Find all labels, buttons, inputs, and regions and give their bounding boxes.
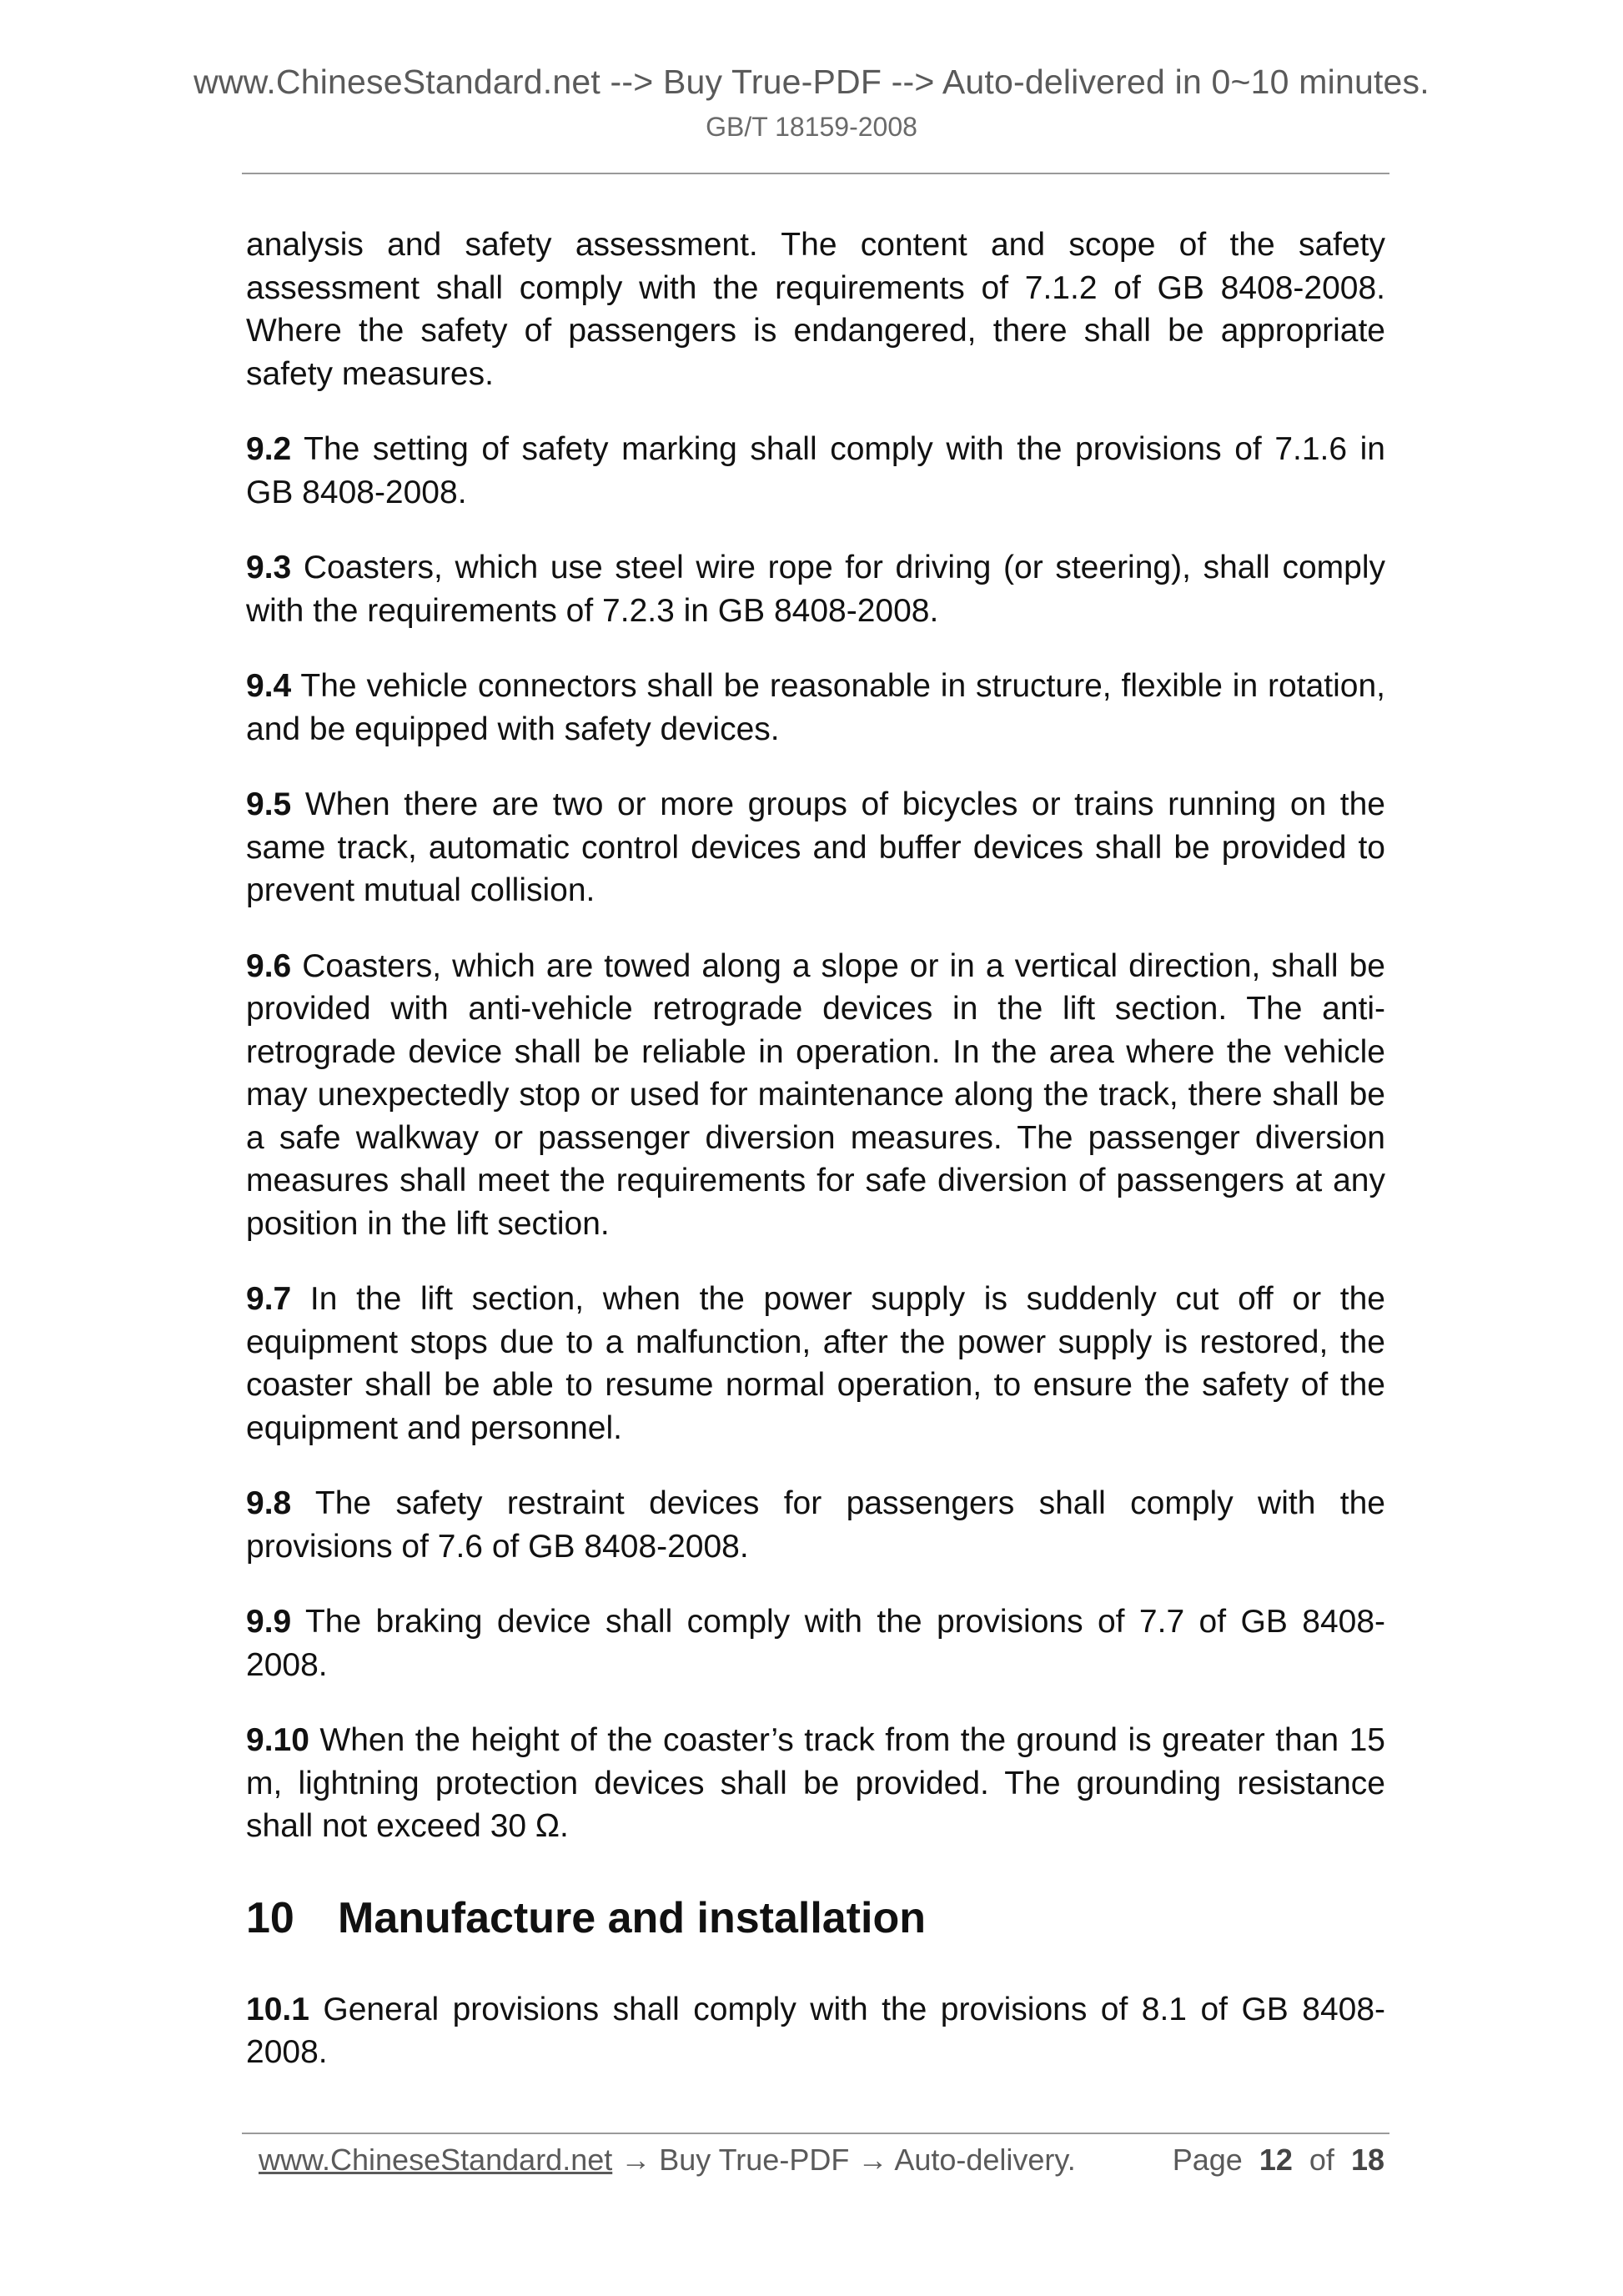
section-number: 10 (246, 1893, 294, 1942)
clause-9-5 (246, 783, 1385, 912)
clause-number: 9.10 (246, 1722, 309, 1758)
standard-code: GB/T 18159-2008 (706, 112, 917, 142)
header-link-line[interactable]: www.ChineseStandard.net --> Buy True-PDF --> Auto-delivered in 0~10 minutes. (193, 63, 1430, 101)
document-body (246, 224, 1385, 2107)
page-word: Page (1172, 2143, 1243, 2177)
clause-text: The vehicle connectors shall be reasonable in structure, flexible in rotation, and be equipped with safety devices. (246, 668, 1385, 747)
clause-9-8 (246, 1482, 1385, 1568)
footer-divider (242, 2133, 1389, 2134)
header-divider (242, 173, 1389, 174)
section-title: Manufacture and installation (338, 1893, 926, 1942)
clause-text: The braking device shall comply with the provisions of 7.7 of GB 8408-2008. (246, 1604, 1385, 1683)
clause-text: Coasters, which use steel wire rope for driving (or steering), shall comply with the requirements of 7.2.3 in GB 8408-2008. (246, 550, 1385, 629)
clause-number: 9.8 (246, 1485, 292, 1521)
clause-text: The safety restraint devices for passengers shall comply with the provisions of 7.6 of GB 8408-2008. (246, 1485, 1385, 1565)
clause-9-3 (246, 546, 1385, 632)
page-indicator (1173, 2137, 1384, 2183)
clause-10-1 (246, 1988, 1385, 2074)
clause-9-10 (246, 1719, 1385, 1848)
page-footer (259, 2137, 1384, 2183)
intro-paragraph: analysis and safety assessment. The content and scope of the safety assessment shall comply with the requirements of 7.1.2 of GB 8408-2008. Where the safety of passengers is endangered, there shall be appropriate safety measures. (246, 227, 1385, 392)
clause-text: When the height of the coaster’s track from the ground is greater than 15 m, lightning protection devices shall be provided. The grounding resistance shall not exceed 30 Ω. (246, 1722, 1385, 1844)
clause-9-2 (246, 428, 1385, 514)
clause-number: 9.6 (246, 947, 292, 984)
of-word: of (1309, 2143, 1334, 2177)
clause-9-9 (246, 1600, 1385, 1686)
section-heading (246, 1892, 1385, 1945)
clause-text: In the lift section, when the power supply is suddenly cut off or the equipment stops due to a malfunction, after the power supply is restored, the coaster shall be able to resume normal operation, to ensure the safety of the equipment and personnel. (246, 1281, 1385, 1446)
clause-text: Coasters, which are towed along a slope or in a vertical direction, shall be provided with anti-vehicle retrograde devices in the lift section. The anti-retrograde device shall be reliable in operation. In the area where the vehicle may unexpectedly stop or used for maintenance along the track, there shall be a safe walkway or passenger diversion measures. The passenger diversion measures shall meet the requirements for safe diversion of passengers at any position in the lift section. (246, 947, 1385, 1242)
total-pages: 18 (1350, 2143, 1384, 2177)
page-header (0, 60, 1623, 145)
footer-links (259, 2137, 1076, 2183)
clause-text: General provisions shall comply with the provisions of 8.1 of GB 8408-2008. (246, 1991, 1385, 2070)
clause-number: 10.1 (246, 1991, 309, 2027)
clause-text: The setting of safety marking shall comply with the provisions of 7.1.6 in GB 8408-2008. (246, 431, 1385, 510)
clause-number: 9.9 (246, 1604, 292, 1640)
footer-site-link[interactable]: www.ChineseStandard.net (259, 2143, 613, 2177)
page-number: 12 (1259, 2143, 1293, 2177)
clause-9-7 (246, 1278, 1385, 1449)
footer-trail-text: → Buy True-PDF → Auto-delivery. (612, 2143, 1076, 2177)
clause-text: When there are two or more groups of bicycles or trains running on the same track, automatic control devices and buffer devices shall be provided to prevent mutual collision. (246, 786, 1385, 908)
clause-number: 9.5 (246, 786, 292, 822)
clause-9-4 (246, 665, 1385, 751)
clause-number: 9.2 (246, 431, 292, 467)
clause-number: 9.3 (246, 550, 292, 585)
clause-number: 9.4 (246, 668, 292, 704)
clause-number: 9.7 (246, 1281, 292, 1317)
clause-9-6 (246, 945, 1385, 1246)
